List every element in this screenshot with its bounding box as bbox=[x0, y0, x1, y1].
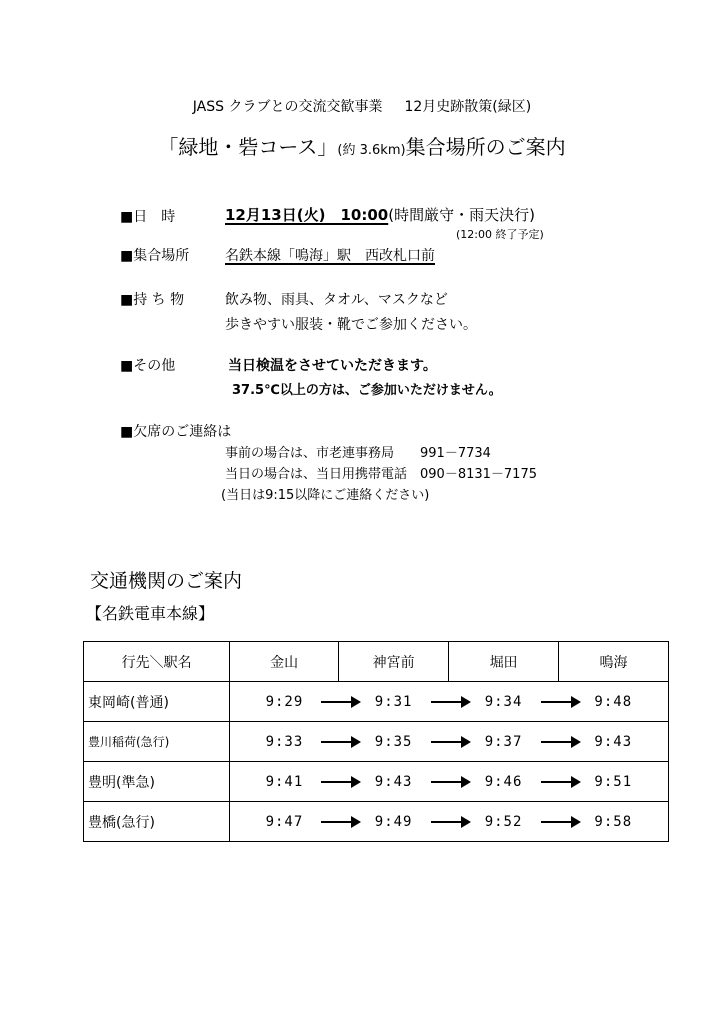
absence-line1: 事前の場合は、市老連事務局 991－7734 bbox=[225, 446, 491, 461]
other-label: ■その他 bbox=[120, 358, 176, 374]
other-line2: 37.5℃以上の方は、ご参加いただけません。 bbox=[232, 383, 502, 398]
items-line1: 飲み物、雨具、タオル、マスクなど bbox=[225, 292, 448, 308]
date-line bbox=[225, 204, 535, 225]
table-row bbox=[84, 722, 669, 762]
arrow-right-icon bbox=[321, 695, 361, 709]
time-value: 9:37 bbox=[484, 733, 523, 750]
arrow-right-icon bbox=[431, 775, 471, 789]
date-value: 12月13日(火) 10:00 bbox=[225, 206, 389, 224]
header-station-narumi: 鳴海 bbox=[559, 642, 669, 682]
header-destination: 行先＼駅名 bbox=[84, 642, 230, 682]
table-row bbox=[84, 762, 669, 802]
page-title bbox=[0, 131, 724, 160]
time-value: 9:29 bbox=[265, 693, 304, 710]
event-name: 12月史跡散策(緑区) bbox=[404, 99, 532, 115]
time-value: 9:41 bbox=[265, 773, 304, 790]
time-value: 9:34 bbox=[484, 693, 523, 710]
time-value: 9:35 bbox=[374, 733, 413, 750]
header-station-hotta: 堀田 bbox=[449, 642, 559, 682]
time-value: 9:47 bbox=[265, 813, 304, 830]
time-value: 9:49 bbox=[374, 813, 413, 830]
title-course: 「緑地・砦コース」 bbox=[158, 135, 338, 159]
header-station-kanayama: 金山 bbox=[230, 642, 339, 682]
train-destination: 豊川稲荷(急行) bbox=[84, 722, 230, 762]
time-value: 9:46 bbox=[484, 773, 523, 790]
time-value: 9:31 bbox=[374, 693, 413, 710]
time-value: 9:43 bbox=[374, 773, 413, 790]
date-label: ■日 時 bbox=[120, 209, 176, 225]
header-station-jingumae: 神宮前 bbox=[339, 642, 449, 682]
arrow-right-icon bbox=[431, 695, 471, 709]
absence-line3: (当日は9:15以降にご連絡ください) bbox=[221, 488, 430, 503]
timetable bbox=[83, 641, 669, 842]
transport-section-title: 交通機関のご案内 bbox=[90, 570, 243, 592]
other-line1: 当日検温をさせていただきます。 bbox=[228, 358, 437, 374]
place-value: 名鉄本線「鳴海」駅 西改札口前 bbox=[225, 248, 435, 264]
arrow-right-icon bbox=[541, 815, 581, 829]
departure-time bbox=[559, 722, 669, 762]
time-value: 9:52 bbox=[484, 813, 523, 830]
arrow-right-icon bbox=[541, 735, 581, 749]
items-line2: 歩きやすい服装・靴でご参加ください。 bbox=[225, 317, 477, 333]
arrow-right-icon bbox=[431, 815, 471, 829]
departure-time bbox=[559, 682, 669, 722]
timetable-header-row bbox=[84, 642, 669, 682]
departure-time bbox=[559, 802, 669, 842]
event-organizer: JASS クラブとの交流交歓事業 bbox=[192, 99, 383, 115]
arrow-right-icon bbox=[321, 735, 361, 749]
absence-label: ■欠席のご連絡は bbox=[120, 424, 232, 440]
arrow-right-icon bbox=[541, 695, 581, 709]
time-value: 9:43 bbox=[594, 733, 633, 750]
train-destination: 豊明(準急) bbox=[84, 762, 230, 802]
place-label: ■集合場所 bbox=[120, 248, 190, 264]
train-destination: 東岡崎(普通) bbox=[84, 682, 230, 722]
arrow-right-icon bbox=[321, 815, 361, 829]
date-note: (12:00 終了予定) bbox=[456, 228, 544, 241]
absence-line2: 当日の場合は、当日用携帯電話 090－8131－7175 bbox=[225, 467, 537, 482]
title-distance: (約 3.6km) bbox=[337, 143, 406, 158]
departure-time bbox=[559, 762, 669, 802]
train-destination: 豊橋(急行) bbox=[84, 802, 230, 842]
arrow-right-icon bbox=[431, 735, 471, 749]
table-row bbox=[84, 682, 669, 722]
time-value: 9:48 bbox=[594, 693, 633, 710]
event-heading bbox=[0, 96, 724, 116]
arrow-right-icon bbox=[541, 775, 581, 789]
arrow-right-icon bbox=[321, 775, 361, 789]
table-row bbox=[84, 802, 669, 842]
items-label: ■持 ち 物 bbox=[120, 292, 185, 308]
time-value: 9:33 bbox=[265, 733, 304, 750]
time-value: 9:51 bbox=[594, 773, 633, 790]
title-guide: 集合場所のご案内 bbox=[405, 135, 566, 159]
date-extra: (時間厳守・雨天決行) bbox=[388, 206, 535, 224]
train-line-name: 【名鉄電車本線】 bbox=[86, 604, 215, 623]
time-value: 9:58 bbox=[594, 813, 633, 830]
